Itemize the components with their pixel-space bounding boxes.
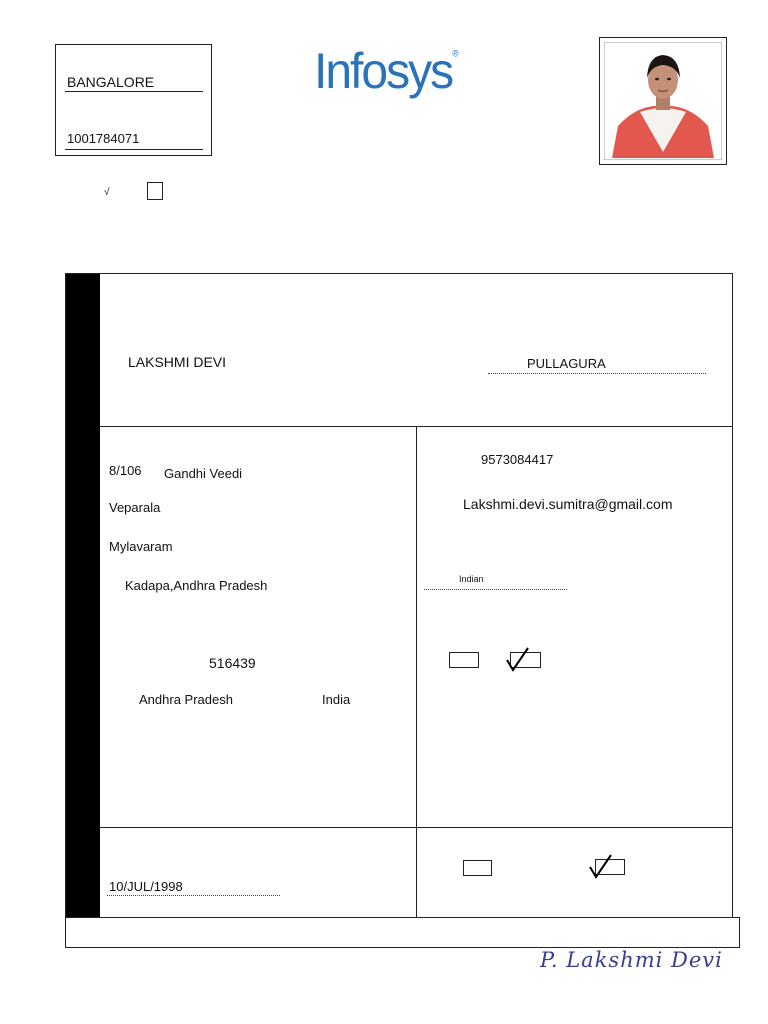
applicant-photo [604, 42, 722, 160]
street-field: Gandhi Veedi [164, 466, 243, 481]
location-underline [65, 91, 203, 92]
logo-text: Infosys [314, 43, 453, 100]
registered-mark: ® [452, 47, 459, 59]
address-section-divider [100, 827, 732, 828]
option-checkbox-1a[interactable] [449, 652, 479, 668]
signature: P. Lakshmi Devi [540, 948, 723, 972]
state-field: Andhra Pradesh [139, 692, 233, 707]
location-field: BANGALORE [67, 74, 155, 90]
surname-dotted-line [488, 373, 706, 374]
country-field: India [322, 692, 351, 707]
pin-code-field: 516439 [209, 655, 256, 671]
option-checkbox-2a[interactable] [463, 860, 492, 876]
nationality-dotted-line [424, 589, 567, 590]
bottom-strip [65, 917, 740, 948]
first-name-field: LAKSHMI DEVI [128, 354, 227, 370]
check-mark-icon [586, 853, 620, 881]
reference-number-field: 1001784071 [67, 131, 140, 146]
tick-mark: √ [104, 187, 110, 198]
district-state-field: Kadapa,Andhra Pradesh [125, 578, 268, 593]
nationality-field: Indian [459, 574, 484, 584]
left-black-bar [66, 274, 100, 917]
column-divider [416, 426, 417, 917]
email-field: Lakshmi.devi.sumitra@gmail.com [463, 496, 673, 512]
phone-field: 9573084417 [481, 452, 554, 467]
door-number-field: 8/106 [109, 463, 142, 478]
reference-underline [65, 149, 203, 150]
photo-frame [599, 37, 727, 165]
mandal-field: Mylavaram [109, 539, 173, 554]
village-field: Veparala [109, 500, 161, 515]
check-mark-icon [503, 646, 537, 674]
surname-field: PULLAGURA [527, 356, 606, 371]
checkbox-top[interactable] [147, 182, 163, 200]
date-of-birth-field: 10/JUL/1998 [109, 879, 183, 894]
infosys-logo [314, 43, 459, 100]
dob-dotted-line [107, 895, 280, 896]
